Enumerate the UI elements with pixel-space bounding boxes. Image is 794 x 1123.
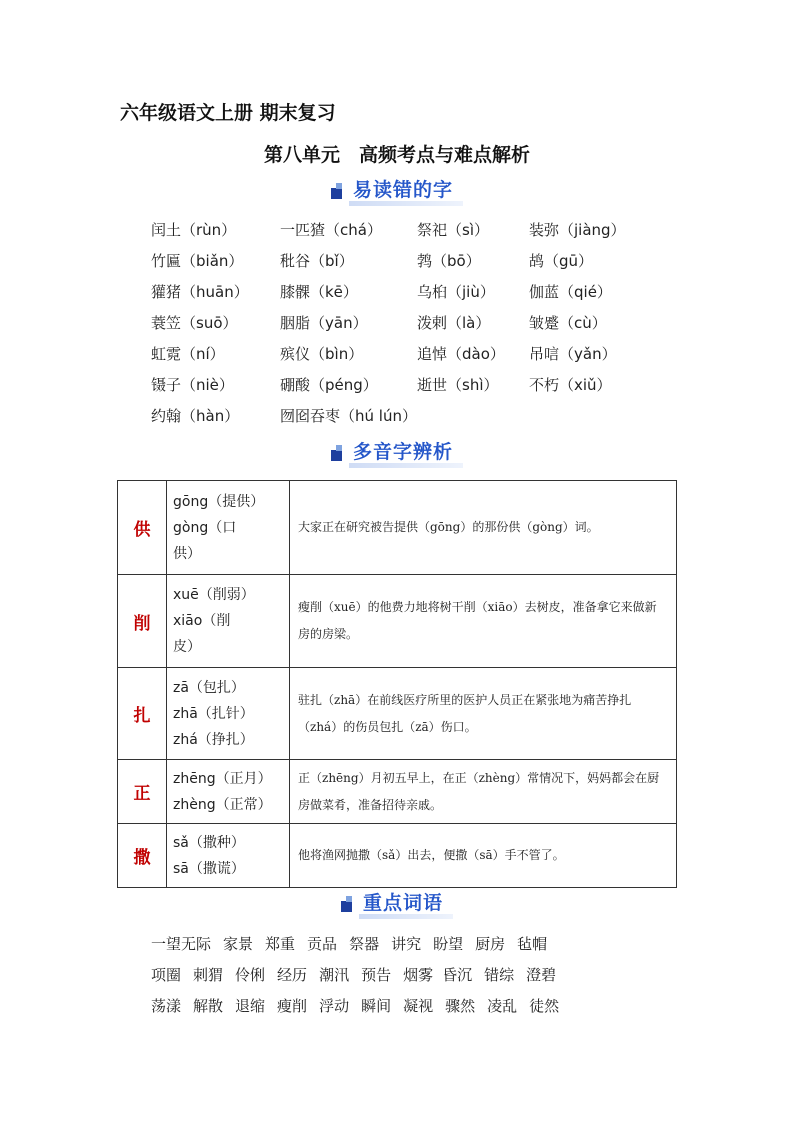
readings-cell [167,481,290,575]
word-item: 追悼（dào） [417,345,505,363]
word-row [151,369,659,400]
word-item: 闰土（rùn） [151,221,237,239]
word-item: 伽蓝（qié） [529,283,612,301]
example-sentence: 驻扎（zhā）在前线医疗所里的医护人员正在紧张地为痛苦挣扎（zhá）的伤员包扎（zā）伤口。 [290,668,677,760]
key-word: 退缩 [235,997,266,1015]
table-row [118,760,677,824]
reading: xiāo（削 [173,613,231,629]
key-word: 荡漾 [151,997,182,1015]
key-word: 家景 [223,935,254,953]
example-sentence: 大家正在研究被告提供（gōng）的那份供（gòng）词。 [290,481,677,575]
word-item: 蓑笠（suō） [151,314,238,332]
section-title: 易读错的字 [352,179,453,201]
section-underline [349,201,463,206]
key-word: 浮动 [319,997,350,1015]
word-row [151,307,659,338]
word-item: 膝髁（kē） [280,283,358,301]
key-word: 项圈 [151,966,182,984]
key-word: 澄碧 [526,966,557,984]
key-word: 昏沉 [442,966,473,984]
polyphonic-char: 正 [118,760,167,824]
section-header-polyphonic [0,437,794,467]
word-row [151,276,659,307]
table-row [118,481,677,575]
word-row [151,338,659,369]
key-word: 瘦削 [277,997,308,1015]
word-item: 皱蹙（cù） [529,314,607,332]
page-heading: 六年级语文上册 期末复习 [120,102,336,124]
key-word: 潮汛 [319,966,350,984]
reading: zhēng（正月） [173,770,272,787]
example-sentence: 瘦削（xuē）的他费力地将树干削（xiāo）去树皮，准备拿它来做新房的房梁。 [290,575,677,668]
readings-cell [167,760,290,824]
reading: 供） [173,545,201,562]
table-row [118,668,677,760]
word-item: 一匹猹（chá） [280,221,382,239]
readings-cell [167,575,290,668]
reading: xuē（削弱） [173,587,255,603]
polyphonic-char: 扎 [118,668,167,760]
word-item: 吊唁（yǎn） [529,345,617,363]
word-item: 逝世（shì） [417,376,499,394]
key-word: 一望无际 [151,935,212,953]
section-title: 重点词语 [362,892,443,914]
polyphonic-char: 撒 [118,824,167,888]
word-item: 殡仪（bìn） [280,345,364,363]
word-item: 胭脂（yān） [280,314,368,332]
readings-cell [167,668,290,760]
reading: gòng（口 [173,519,237,536]
word-item: 装弥（jiàng） [529,221,626,239]
word-item: 硼酸（péng） [280,376,378,394]
key-word: 贡品 [307,935,338,953]
word-item: 泼剌（là） [417,314,491,332]
key-word-row [151,928,571,959]
key-word: 凌乱 [487,997,518,1015]
example-sentence: 正（zhēng）月初五早上，在正（zhèng）常情况下，妈妈都会在厨房做菜肴，准备招待亲戚。 [290,760,677,824]
key-word: 讲究 [391,935,422,953]
key-word: 烟雾 [403,966,434,984]
section-marker-icon [331,188,342,199]
key-word: 刺猬 [193,966,224,984]
key-word: 错综 [484,966,515,984]
unit-title: 第八单元 高频考点与难点解析 [263,144,530,166]
word-item: 囫囵吞枣（hú lún） [280,407,417,425]
word-item: 虹霓（ní） [151,345,225,363]
word-row [151,214,659,245]
reading: gōng（提供） [173,493,265,510]
word-item: 约翰（hàn） [151,407,240,425]
section-marker-icon [331,450,342,461]
key-word: 经历 [277,966,308,984]
key-word: 盼望 [433,935,464,953]
reading: sā（撒谎） [173,860,245,877]
key-word: 徒然 [529,997,560,1015]
word-row [151,245,659,276]
word-item: 祭祀（sì） [417,221,489,239]
key-word: 预告 [361,966,392,984]
section-header-easy-misread [0,175,794,205]
word-item: 乌桕（jiù） [417,283,495,301]
word-item: 鸪（gū） [529,252,594,270]
reading: zhèng（正常） [173,796,272,813]
reading: 皮） [173,639,201,655]
table-row [118,824,677,888]
section-header-key-words [0,888,794,918]
word-item: 鹁（bō） [417,252,481,270]
section-title: 多音字辨析 [352,441,453,463]
key-word: 毡帽 [517,935,548,953]
reading: zhá（挣扎） [173,731,254,748]
key-word: 凝视 [403,997,434,1015]
section-underline [349,463,463,468]
readings-cell [167,824,290,888]
reading: sǎ（撒种） [173,834,245,851]
word-item: 不朽（xiǔ） [529,376,612,394]
table-row [118,575,677,668]
key-word: 郑重 [265,935,296,953]
key-word-row [151,990,571,1021]
section-underline [359,914,453,919]
word-item: 獾猪（huān） [151,283,249,301]
key-word-row [151,959,571,990]
word-item: 竹匾（biǎn） [151,252,244,270]
key-word: 瞬间 [361,997,392,1015]
section-marker-icon [341,901,352,912]
key-words-list [151,928,571,1021]
polyphonic-char: 供 [118,481,167,575]
reading: zhā（扎针） [173,705,254,722]
polyphonic-table [117,480,677,888]
word-row [151,400,659,431]
key-word: 骤然 [445,997,476,1015]
key-word: 厨房 [475,935,506,953]
polyphonic-char: 削 [118,575,167,668]
reading: zā（包扎） [173,679,245,696]
word-item: 秕谷（bǐ） [280,252,354,270]
easy-misread-grid [151,214,659,431]
key-word: 解散 [193,997,224,1015]
word-item: 镊子（niè） [151,376,234,394]
key-word: 伶俐 [235,966,266,984]
example-sentence: 他将渔网抛撒（sǎ）出去，便撒（sā）手不管了。 [290,824,677,888]
key-word: 祭器 [349,935,380,953]
